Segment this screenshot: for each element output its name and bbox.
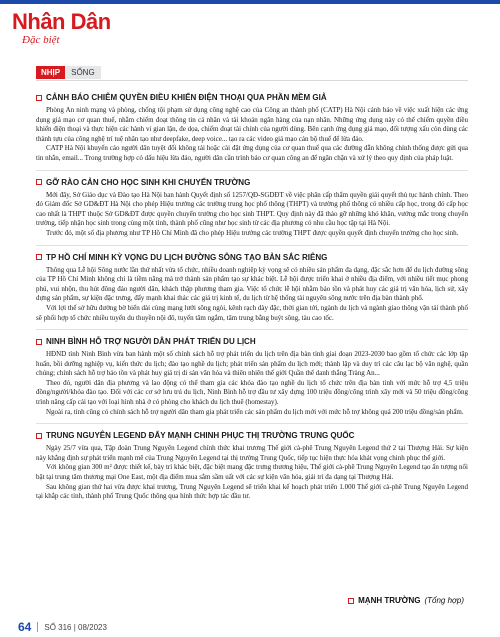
article-paragraph: Trước đó, một số địa phương như TP Hồ Chí Minh đã cho phép Hiệu trưởng các trường THPT được quyền quyết định chuyển trường cho học sinh. [46,228,459,237]
article-item [36,336,468,424]
article-title: NINH BÌNH HỖ TRỢ NGƯỜI DÂN PHÁT TRIỂN DU LỊCH [46,337,256,347]
square-bullet-icon [36,179,42,185]
article-paragraph: Ngoài ra, tỉnh cũng có chính sách hỗ trợ người dân tham gia phát triển các sản phẩm du lịch mới với mức hỗ trợ không quá 200 triệu đồng/sản phẩm. [46,407,464,416]
section-tag-secondary: SỐNG [65,66,101,79]
article-item [36,252,468,331]
masthead-logo [12,9,111,50]
article-item [36,92,468,171]
article-divider [36,329,468,330]
article-paragraph: Theo đó, người dân địa phương và lao động có thể tham gia các khóa đào tạo nghề du lịch tổ chức trên địa bàn tỉnh với mức hỗ trợ 4,5 triệu đồng/người/khóa đào tạo. Đối với các cơ sở lưu trú du lịch, Ninh Bình hỗ trợ đầu tư xây dựng 100 triệu đồng/công trình xây mới và 50 triệu đồng/công trình nâng cấp cải tạo với loại hình nhà ở có phòng cho khách du lịch thuê (homestay). [36,378,468,407]
article-heading [36,336,468,347]
section-tag-primary: NHỊP [36,66,65,79]
article-list [36,86,468,502]
byline [348,596,464,605]
article-paragraph: Thông qua Lễ hội Sông nước lần thứ nhất vừa tổ chức, nhiều doanh nghiệp kỳ vọng sẽ có nhiều sản phẩm đa dạng, đặc sắc hơn để du lịch đường sông của TP Hồ Chí Minh không chỉ là tiềm năng mà trở thành sản phẩm tạo sự khác biệt. Lễ hội được triển khai ở nhiều địa điểm, với nhiều tiết mục phong phú, vui nhộn, thu hút đông đảo người dân, khách thập phương tham gia. Việc tổ chức lễ hội nhằm bảo tồn và phát huy các giá trị văn hóa, lịch sử, xây dựng sản phẩm, sự kiện đặc trưng, đẩy mạnh khai thác các giá trị kinh tế, du lịch từ hệ thống tài nguyên sông nước trên địa bàn thành phố. [36,265,468,303]
article-paragraph: Phòng An ninh mạng và phòng, chống tội phạm sử dụng công nghệ cao của Công an thành phố (CATP) Hà Nội cảnh báo về việc xuất hiện các ứng dụng giả mạo cơ quan thuế, nhằm chiếm đoạt thông tin cá nhân và tài khoản ngân hàng của nạn nhân. Những ứng dụng này có thể chiếm quyền điều khiển điện thoại và thực hiện các hành vi gian lận, đe dọa, chiếm đoạt tài chính của người dùng. Bên cạnh ứng dụng giả mạo, đối tượng xấu còn dùng các thành tựu của công nghệ trí tuệ nhân tạo như deepfake, deep voice... tạo ra các video giả mạo cán bộ thuế để lừa đảo. [36,106,468,143]
square-bullet-icon [36,254,42,260]
byline-note: (Tổng hợp) [424,596,464,605]
section-divider [36,80,468,81]
article-paragraph: Với không gian 300 m² được thiết kế, bày trí khác biệt, đặc biệt mang đặc trưng thương hiệu, Thế giới cà-phê Trung Nguyên Legend tạo ấn tượng nổi bật tại trung tâm thương mại One East, một địa điểm mua sắm sầm uất với các sự kiện văn hóa, giải trí đa dạng tại Thượng Hải. [36,463,468,482]
square-bullet-icon [348,598,354,604]
article-divider [36,245,468,246]
article-title: TRUNG NGUYÊN LEGEND ĐẨY MẠNH CHINH PHỤC THỊ TRƯỜNG TRUNG QUỐC [46,431,355,441]
article-paragraph: CATP Hà Nội khuyến cáo người dân tuyệt đối không tải hoặc cài đặt ứng dụng của cơ quan thuế qua các đường dẫn không chính thống được gửi qua tin nhắn, email... Trong trường hợp có dấu hiệu lừa đảo, người dân cần trình báo cơ quan công an để ngăn chặn và xử lý theo quy định của pháp luật. [36,144,468,162]
page-footer [18,620,107,634]
issue-label: SỐ 316 | 08/2023 [44,622,107,632]
article-item [36,177,468,246]
article-title: TP HỒ CHÍ MINH KỲ VỌNG DU LỊCH ĐƯỜNG SÔNG TẠO BẢN SẮC RIÊNG [46,252,328,262]
article-paragraph: HĐND tỉnh Ninh Bình vừa ban hành một số chính sách hỗ trợ phát triển du lịch trên địa bàn tỉnh giai đoạn 2023-2030 bao gồm tổ chức các lớp tập huấn, bồi dưỡng nghiệp vụ, kiến thức du lịch; đào tạo nghề du lịch; phát triển sản phẩm du lịch mới; thành lập và duy trì các câu lạc bộ văn nghệ, quần chúng; chính sách hỗ trợ bảo tồn và phát huy giá trị di sản văn hóa và thiên nhiên thế giới Quần thể danh thắng Tràng An... [36,350,468,378]
article-title: CẢNH BÁO CHIÊM QUYỀN ĐIỀU KHIỂN ĐIỆN THOẠI QUA PHẦN MỀM GIẢ [46,93,327,102]
top-accent-bar [0,0,500,4]
article-paragraph: Với lợi thế sở hữu đường bờ biển dài cùng mạng lưới sông ngòi, kênh rạch dày đặc, thời gian tới, ngành du lịch và ngành giao thông vận tải thành phố sẽ phối hợp tổ chức nhiều tuyến du thuyền nội đô, tuyến tâm ngắm, tâm trung bằng buýt sông, tàu cao tốc. [36,303,468,322]
article-title: GỠ RÀO CẢN CHO HỌC SINH KHI CHUYỂN TRƯỜNG [46,177,251,187]
square-bullet-icon [36,433,42,439]
article-divider [36,170,468,171]
article-heading [36,430,468,441]
article-heading [36,92,468,103]
byline-name: MẠNH TRƯỜNG [358,596,421,605]
article-paragraph: Mới đây, Sở Giáo dục và Đào tạo Hà Nội ban hành Quyết định số 1257/QĐ-SGDĐT về việc phân cấp thẩm quyền giải quyết thủ tục hành chính. Theo đó Giám đốc Sở GD&ĐT Hà Nội cho phép Hiệu trưởng các trường trung học phổ thông (THPT) và trường phổ thông có nhiều cấp học, trong đó cấp học cao nhất là THPT thuộc Sở GD&ĐT được quyền chuyển trường cho học sinh THPT. Quy định này đã tháo gỡ những khó khăn, vướng mắc trong chuyển trường, tiếp nhận học sinh trong cùng một tỉnh, thành phố cũng như học sinh từ các địa phương có nhu cầu học tập tại Hà Nội. [36,190,468,228]
logo-main-text: Nhân Dân [12,9,111,34]
logo-sub-text: Đặc biệt [22,34,60,46]
article-item [36,430,468,502]
article-heading [36,177,468,188]
page-number: 64 [18,620,32,634]
article-heading [36,252,468,263]
square-bullet-icon [36,339,42,345]
article-divider [36,423,468,424]
article-paragraph: Sau không gian thứ hai vừa được khai trương, Trung Nguyên Legend sẽ triển khai kế hoạch phát triển 1.000 Thế giới cà-phê Trung Nguyên Legend tại khắp các tỉnh, thành phố Trung Quốc thông qua hình thức hợp tác đầu tư. [36,482,468,501]
section-tag [36,66,101,79]
article-paragraph: Ngày 25/7 vừa qua, Tập đoàn Trung Nguyên Legend chính thức khai trương Thế giới cà-phê Trung Nguyên Legend thứ 2 tại Thượng Hải. Sự kiện này khẳng định sự phát triển mạnh mẽ của Trung Nguyên Legend tại thị trường Trung Quốc, tiếp tục hiện thực hóa khát vọng chinh phục thế giới. [36,444,468,462]
square-bullet-icon [36,95,42,101]
footer-divider [37,622,38,632]
